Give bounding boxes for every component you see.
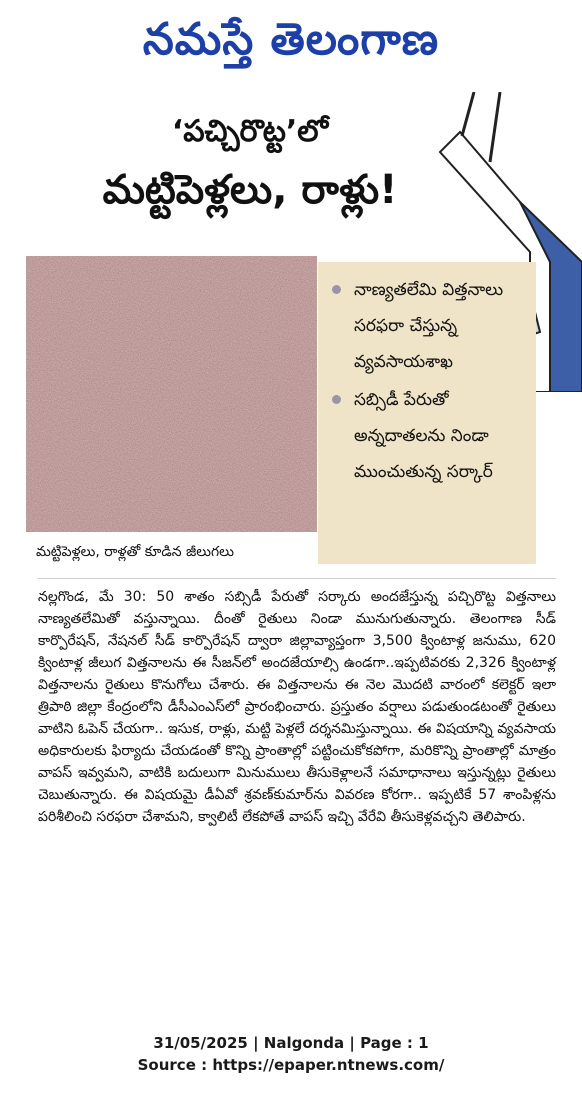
highlight-item [332, 272, 528, 380]
section-divider [38, 578, 556, 579]
headline-main: మట్టిపెళ్లలు, రాళ్లు! [102, 167, 398, 213]
article-body: నల్లగొండ, మే 30: 50 శాతం సబ్సిడీ పేరుతో సర్కారు అందజేస్తున్న పచ్చిరొట్ట విత్తనాలు నాణ్యతలేమితో వస్తున్నాయి. దీంతో రైతులు నిండా మునుగుతున్నారు. తెలంగాణ సీడ్ కార్పొరేషన్, నేషనల్ సీడ్ కార్పొరేషన్ ద్వారా జిల్లావ్యాప్తంగా 3,500 క్వింటాళ్ల జనుము, 620 క్వింటాళ్ల జీలుగ విత్తనాలను ఈ సీజన్‌లో అందజేయాల్సి ఉండగా..ఇప్పటివరకు 2,326 క్వింటాళ్ల విత్తనాలను రైతులు కొనుగోలు చేశారు. ఈ విత్తనాలను ఈ నెల మొదటి వారంలో కలెక్టర్ ఇలా త్రిపాఠి జిల్లా కేంద్రంలోని డీసీఎంఎస్‌లో ప్రారంభించారు. ప్రస్తుతం వర్షాలు పడుతుండటంతో రైతులు వాటిని ఓపెన్ చేయగా.. ఇసుక, రాళ్లు, మట్టి పెళ్లలే దర్శనమిస్తున్నాయి. ఈ విషయాన్ని వ్యవసాయ అధికారులకు ఫిర్యాదు చేయడంతో కొన్ని ప్రాంతాల్లో పట్టించుకోకపోగా, మరికొన్ని ప్రాంతాల్లో మాత్రం వాపస్ ఇవ్వమని, వాటికి బదులుగా మినుములు తీసుకెళ్లాలనే సమాధానాలు ఇస్తున్నట్లు రైతులు చెబుతున్నారు. ఈ విషయమై డీఏవో శ్రవణ్‌కుమార్‌ను వివరణ కోరగా.. ఇప్పటికే 57 శాంపిళ్లను పరిశీలించి సరఫరా చేశామని, క్వాలిటీ లేకపోతే వాపస్ ఇచ్చి వేరేవి తీసుకెళ్లవచ్చని తెలిపారు. [38, 589, 556, 825]
seed-photo [26, 256, 317, 532]
bullet-icon [332, 395, 341, 404]
photo-caption: మట్టిపెళ్లలు, రాళ్లతో కూడిన జీలుగలు [36, 544, 234, 560]
headline [40, 110, 460, 220]
highlight-item [332, 382, 528, 490]
highlights-box [318, 262, 536, 564]
footer-dateline: 31/05/2025 | Nalgonda | Page : 1 [153, 1034, 429, 1052]
highlights-list [318, 262, 536, 490]
highlight-text: సబ్సిడీ పేరుతో అన్నదాతలను నిండా ముంచుతున్న సర్కార్ [354, 390, 493, 482]
newspaper-masthead: నమస్తే తెలంగాణ [142, 14, 440, 65]
footer-source: Source : https://epaper.ntnews.com/ [137, 1056, 445, 1074]
bullet-icon [332, 285, 341, 294]
headline-kicker: ‘పచ్చిరొట్ట’లో [171, 114, 329, 149]
page-footer [0, 1032, 582, 1076]
highlight-text: నాణ్యతలేమి విత్తనాలు సరఫరా చేస్తున్న వ్యవసాయశాఖ [354, 280, 504, 372]
